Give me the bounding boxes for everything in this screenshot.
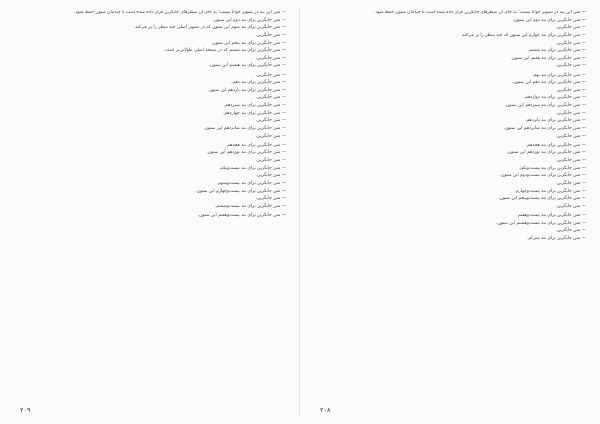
paragraph: — متن جایگزین. (255, 118, 286, 124)
paragraph: — متن جایگزین برای بند سوم این ستون که در تصویر اصلی چند سطر را پر می‌کند. (133, 25, 286, 31)
left-page-text-column (14, 10, 286, 392)
paragraph: — متن جایگزین برای بند دهم. (231, 80, 286, 86)
paragraph: — متن جایگزین. (255, 32, 286, 38)
right-page (314, 10, 586, 414)
paragraph: — متن جایگزین. (555, 87, 586, 93)
paragraph: — متن جایگزین برای بند بیست‌وچهارم. (514, 188, 586, 194)
paragraph: — متن جایگزین برای بند بیست‌وپنجم این ستون. (498, 196, 586, 202)
paragraph: — متن جایگزین. (555, 157, 586, 163)
paragraph: — متن جایگزین برای بند دهم این ستون. (512, 80, 586, 86)
paragraph: — متن جایگزین برای بند سی‌ام. (527, 235, 586, 241)
paragraph: — متن جایگزین برای بند بیست‌ویکم. (218, 165, 286, 171)
paragraph: — متن جایگزین برای بند بیست‌وهفتم. (516, 212, 586, 218)
paragraph: — متن جایگزین برای بند نوزدهم این ستون. (206, 150, 286, 156)
left-page-number: ۲۰۹ (20, 406, 31, 414)
right-page-text-column (314, 10, 586, 392)
paragraph: — متن جایگزین برای بند بیست‌ودوم این ستون. (499, 173, 586, 179)
paragraph: — متن جایگزین برای بند ششم که در صفحهٔ اصلی طولانی‌تر است. (163, 48, 286, 54)
paragraph: — متن جایگزین. (255, 133, 286, 139)
paragraph: — متن جایگزین برای بند شانزدهم این ستون. (503, 126, 586, 132)
paragraph: — متن جایگزین برای بند پنجم این ستون. (211, 40, 286, 46)
paragraph: — متن جایگزین برای بند هجدهم. (525, 142, 586, 148)
paragraph: — متن جایگزین. (555, 133, 586, 139)
paragraph: — متن جایگزین. (555, 25, 586, 31)
paragraph: — متن جایگزین برای بند سیزدهم این ستون. (504, 103, 586, 109)
paragraph: — متن جایگزین برای بند بیست‌وهشتم این ستون. (495, 220, 586, 226)
paragraph: — متن جایگزین برای بند یازدهم این ستون. (207, 87, 286, 93)
paragraph: — متن جایگزین برای بند بیست‌وچهارم این ستون. (195, 188, 286, 194)
paragraph: — متن جایگزین برای بند چهارم این ستون که چند سطر را پر می‌کند. (460, 32, 586, 38)
paragraph: — متن جایگزین. (555, 110, 586, 116)
paragraph: — متن جایگزین. (255, 95, 286, 101)
paragraph: — متن جایگزین برای بند بیست‌ویکم. (518, 165, 586, 171)
left-page (14, 10, 286, 414)
paragraph: — متن جایگزین برای بند بیست‌وسوم. (216, 180, 286, 186)
paragraph: — متن جایگزین برای بند هجدهم. (225, 142, 286, 148)
paragraph: — متن جایگزین برای بند دوازدهم. (523, 95, 586, 101)
paragraph: — متن جایگزین. (255, 55, 286, 61)
paragraph: — متن جایگزین. (255, 196, 286, 202)
paragraph: — متن جایگزین برای بند شانزدهم این ستون. (203, 126, 286, 132)
paragraph: — متن جایگزین برای بند نهم. (532, 72, 586, 78)
paragraph: — متن جایگزین برای بند سیزدهم. (223, 103, 286, 109)
paragraph: — متن جایگزین برای بند دوم این ستون. (212, 17, 286, 23)
paragraph: — متن جایگزین. (555, 40, 586, 46)
right-page-number: ۲۰۸ (320, 406, 331, 414)
paragraph: — متن جایگزین. (255, 72, 286, 78)
paragraph: — متن جایگزین. (555, 228, 586, 234)
paragraph: — متن جایگزین. (255, 173, 286, 179)
paragraph: — متن جایگزین. (555, 180, 586, 186)
paragraph: — متن جایگزین برای بند بیست‌وششم. (214, 203, 286, 209)
paragraph: — متن جایگزین. (255, 157, 286, 163)
paragraph: — متن جایگزین برای بند هشتم این ستون. (208, 63, 286, 69)
paragraph: — متن جایگزین برای بند هفتم این ستون. (510, 55, 586, 61)
paragraph: — متن جایگزین برای بند پانزدهم. (524, 118, 586, 124)
page-gutter (299, 8, 300, 416)
paragraph: — متن جایگزین برای بند بیست‌وهفتم این ستون. (197, 212, 286, 218)
paragraph: — متن جایگزین برای بند دوم این ستون. (512, 17, 586, 23)
paragraph: — متن این بند در تصویر خوانا نیست؛ به جای آن سطرهای جایگزین قرار داده شده است تا چیدمان ستون حفظ شود. (74, 10, 286, 15)
paragraph: — متن جایگزین برای بند چهاردهم. (222, 110, 286, 116)
paragraph: — متن جایگزین. (555, 203, 586, 209)
paragraph: — متن جایگزین برای بند نوزدهم این ستون. (506, 150, 586, 156)
paragraph: — متن جایگزین برای بند ششم. (527, 48, 586, 54)
paragraph: — متن جایگزین. (555, 63, 586, 69)
paragraph: — متن این بند در تصویر خوانا نیست؛ به جای آن سطرهای جایگزین قرار داده شده است تا چیدمان ستون حفظ شود. (374, 10, 586, 15)
